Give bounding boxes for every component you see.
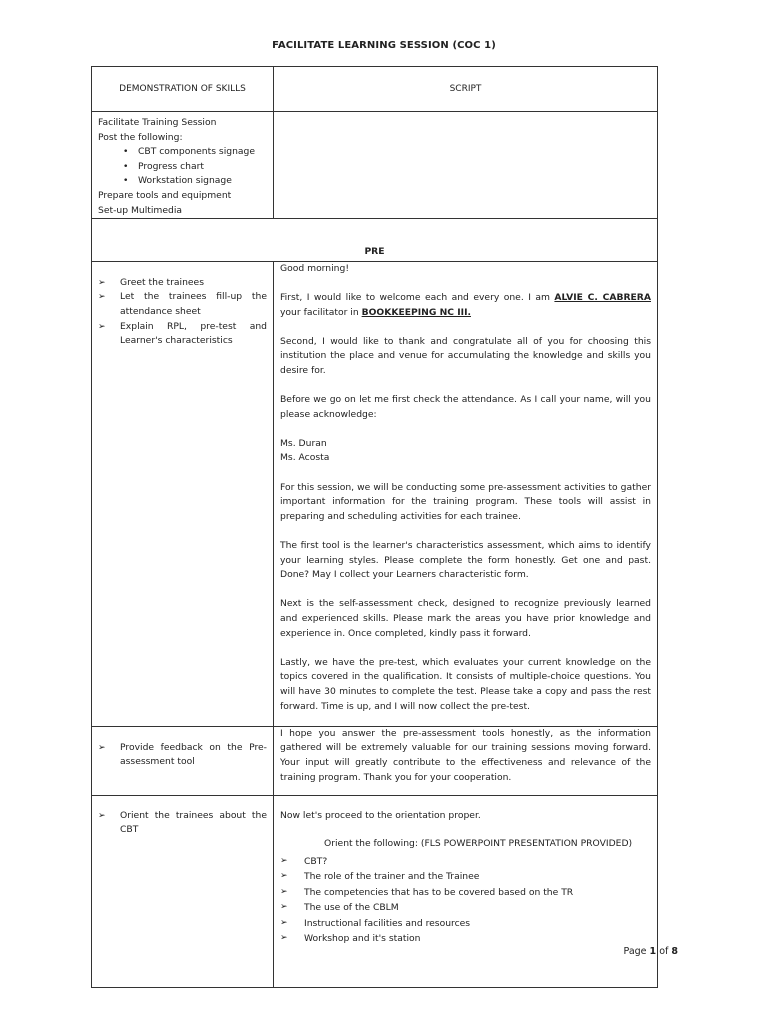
learner-characteristics-paragraph: The first tool is the learner's characteristics assessment, which aims to identify your learning styles. Please complete the form honestly. Get one and past. Done? May I collect your Learners characteristic form.: [280, 540, 651, 581]
list-item: ➢ Explain RPL, pre-test and Learner's characteristics: [98, 320, 267, 347]
prep-line-tools: Prepare tools and equipment: [98, 189, 232, 201]
session-table: [91, 66, 658, 988]
welcome-paragraph: First, I would like to welcome each and every one. I am ALVIE C. CABRERA your facilitator in BOOKKEEPING NC III.: [280, 291, 651, 318]
attendance-paragraph: Before we go on let me first check the attendance. As I call your name, will you please acknowledge:: [280, 394, 651, 420]
bullet-icon: •: [123, 175, 129, 187]
arrow-bullet-icon: ➢: [280, 917, 288, 928]
name-item: Ms. Acosta: [280, 452, 330, 464]
arrow-bullet-icon: ➢: [280, 855, 288, 866]
names-list: [280, 437, 651, 466]
list-item: ➢ CBT?: [280, 854, 651, 870]
arrow-bullet-icon: ➢: [98, 277, 106, 288]
list-item: ➢ Workshop and it's station: [280, 931, 651, 947]
orientation-row: [92, 795, 658, 987]
table-header-row: [92, 67, 658, 112]
preparation-row: [92, 112, 658, 219]
document-title: FACILITATE LEARNING SESSION (COC 1): [272, 40, 496, 51]
pre-script-cell: [274, 261, 658, 726]
pre-skills-list: [98, 276, 267, 349]
arrow-bullet-icon: ➢: [280, 871, 288, 882]
bullet-icon: •: [123, 146, 129, 158]
feedback-row: [92, 726, 658, 795]
list-item: ➢ Provide feedback on the Pre-assessment tool: [98, 741, 267, 768]
self-assessment-paragraph: Next is the self-assessment check, designed to recognize previously learned and experienced skills. Please mark the areas you have prior knowledge and experience in. Once completed, kindly pass it forward.: [280, 598, 651, 639]
list-item: • CBT components signage: [120, 145, 267, 160]
arrow-bullet-icon: ➢: [280, 886, 288, 897]
orientation-instruction: Orient the following: (FLS POWERPOINT PRESENTATION PROVIDED): [324, 838, 633, 850]
bullet-icon: •: [123, 160, 129, 172]
orientation-topics-list: [280, 854, 651, 947]
list-item: ➢ The role of the trainer and the Trainee: [280, 869, 651, 885]
preparation-script-cell: [274, 112, 658, 219]
header-script: SCRIPT: [274, 67, 658, 112]
prep-line-facilitate: Facilitate Training Session: [98, 117, 217, 128]
list-item: ➢ Orient the trainees about the CBT: [98, 809, 267, 836]
list-item: ➢ Instructional facilities and resources: [280, 916, 651, 932]
course-name: BOOKKEEPING NC III.: [361, 306, 471, 318]
arrow-bullet-icon: ➢: [98, 321, 106, 332]
prep-line-multimedia: Set-up Multimedia: [98, 204, 183, 216]
section-row-pre: [92, 245, 658, 261]
section-label: PRE: [92, 245, 658, 261]
feedback-skill-list: [98, 741, 267, 770]
feedback-script-cell: [274, 726, 658, 795]
pre-skills-cell: [92, 261, 274, 726]
feedback-paragraph: I hope you answer the pre-assessment tools honestly, as the information gathered will be extremely valuable for our training sessions moving forward. Your input will greatly contribute to the effectiveness and relevance of the training program. Thank you for your cooperation.: [280, 727, 651, 783]
arrow-bullet-icon: ➢: [98, 810, 106, 821]
orientation-script-cell: [274, 795, 658, 987]
arrow-bullet-icon: ➢: [98, 742, 106, 753]
page-number: Page 1 of 8: [623, 946, 678, 957]
prep-line-post: Post the following:: [98, 131, 183, 143]
pre-assessment-paragraph: For this session, we will be conducting some pre-assessment activities to gather important information for the training program. These tools will assist in preparing and scheduling activities for each trainee.: [280, 481, 651, 522]
spacer-row: [92, 219, 658, 246]
arrow-bullet-icon: ➢: [98, 292, 106, 303]
greeting-text: Good morning!: [280, 262, 350, 274]
orientation-skill-list: [98, 809, 267, 838]
orientation-intro: Now let's proceed to the orientation proper.: [280, 809, 481, 821]
pre-row: [92, 261, 658, 726]
thanks-paragraph: Second, I would like to thank and congratulate all of you for choosing this institution the place and venue for accumulating the knowledge and skills you desire for.: [280, 335, 651, 376]
list-item: ➢ The competencies that has to be covered based on the TR: [280, 885, 651, 901]
list-item: • Progress chart: [120, 160, 267, 175]
facilitator-name: ALVIE C. CABRERA: [554, 291, 651, 303]
feedback-skill-cell: [92, 726, 274, 795]
signage-list: [98, 145, 267, 189]
arrow-bullet-icon: ➢: [280, 933, 288, 944]
list-item: ➢ Greet the trainees: [98, 276, 267, 291]
preparation-cell: [92, 112, 274, 219]
orientation-skill-cell: [92, 795, 274, 987]
header-demonstration: DEMONSTRATION OF SKILLS: [92, 67, 274, 112]
name-item: Ms. Duran: [280, 437, 327, 449]
arrow-bullet-icon: ➢: [280, 902, 288, 913]
list-item: ➢ The use of the CBLM: [280, 900, 651, 916]
list-item: • Workstation signage: [120, 174, 267, 189]
list-item: ➢ Let the trainees fill-up the attendance sheet: [98, 291, 267, 317]
pre-test-paragraph: Lastly, we have the pre-test, which evaluates your current knowledge on the topics covered in the qualification. It consists of multiple-choice questions. You will have 30 minutes to complete the test. Please take a copy and pass the rest forward. Time is up, and I will now collect the pre-test.: [280, 656, 651, 712]
